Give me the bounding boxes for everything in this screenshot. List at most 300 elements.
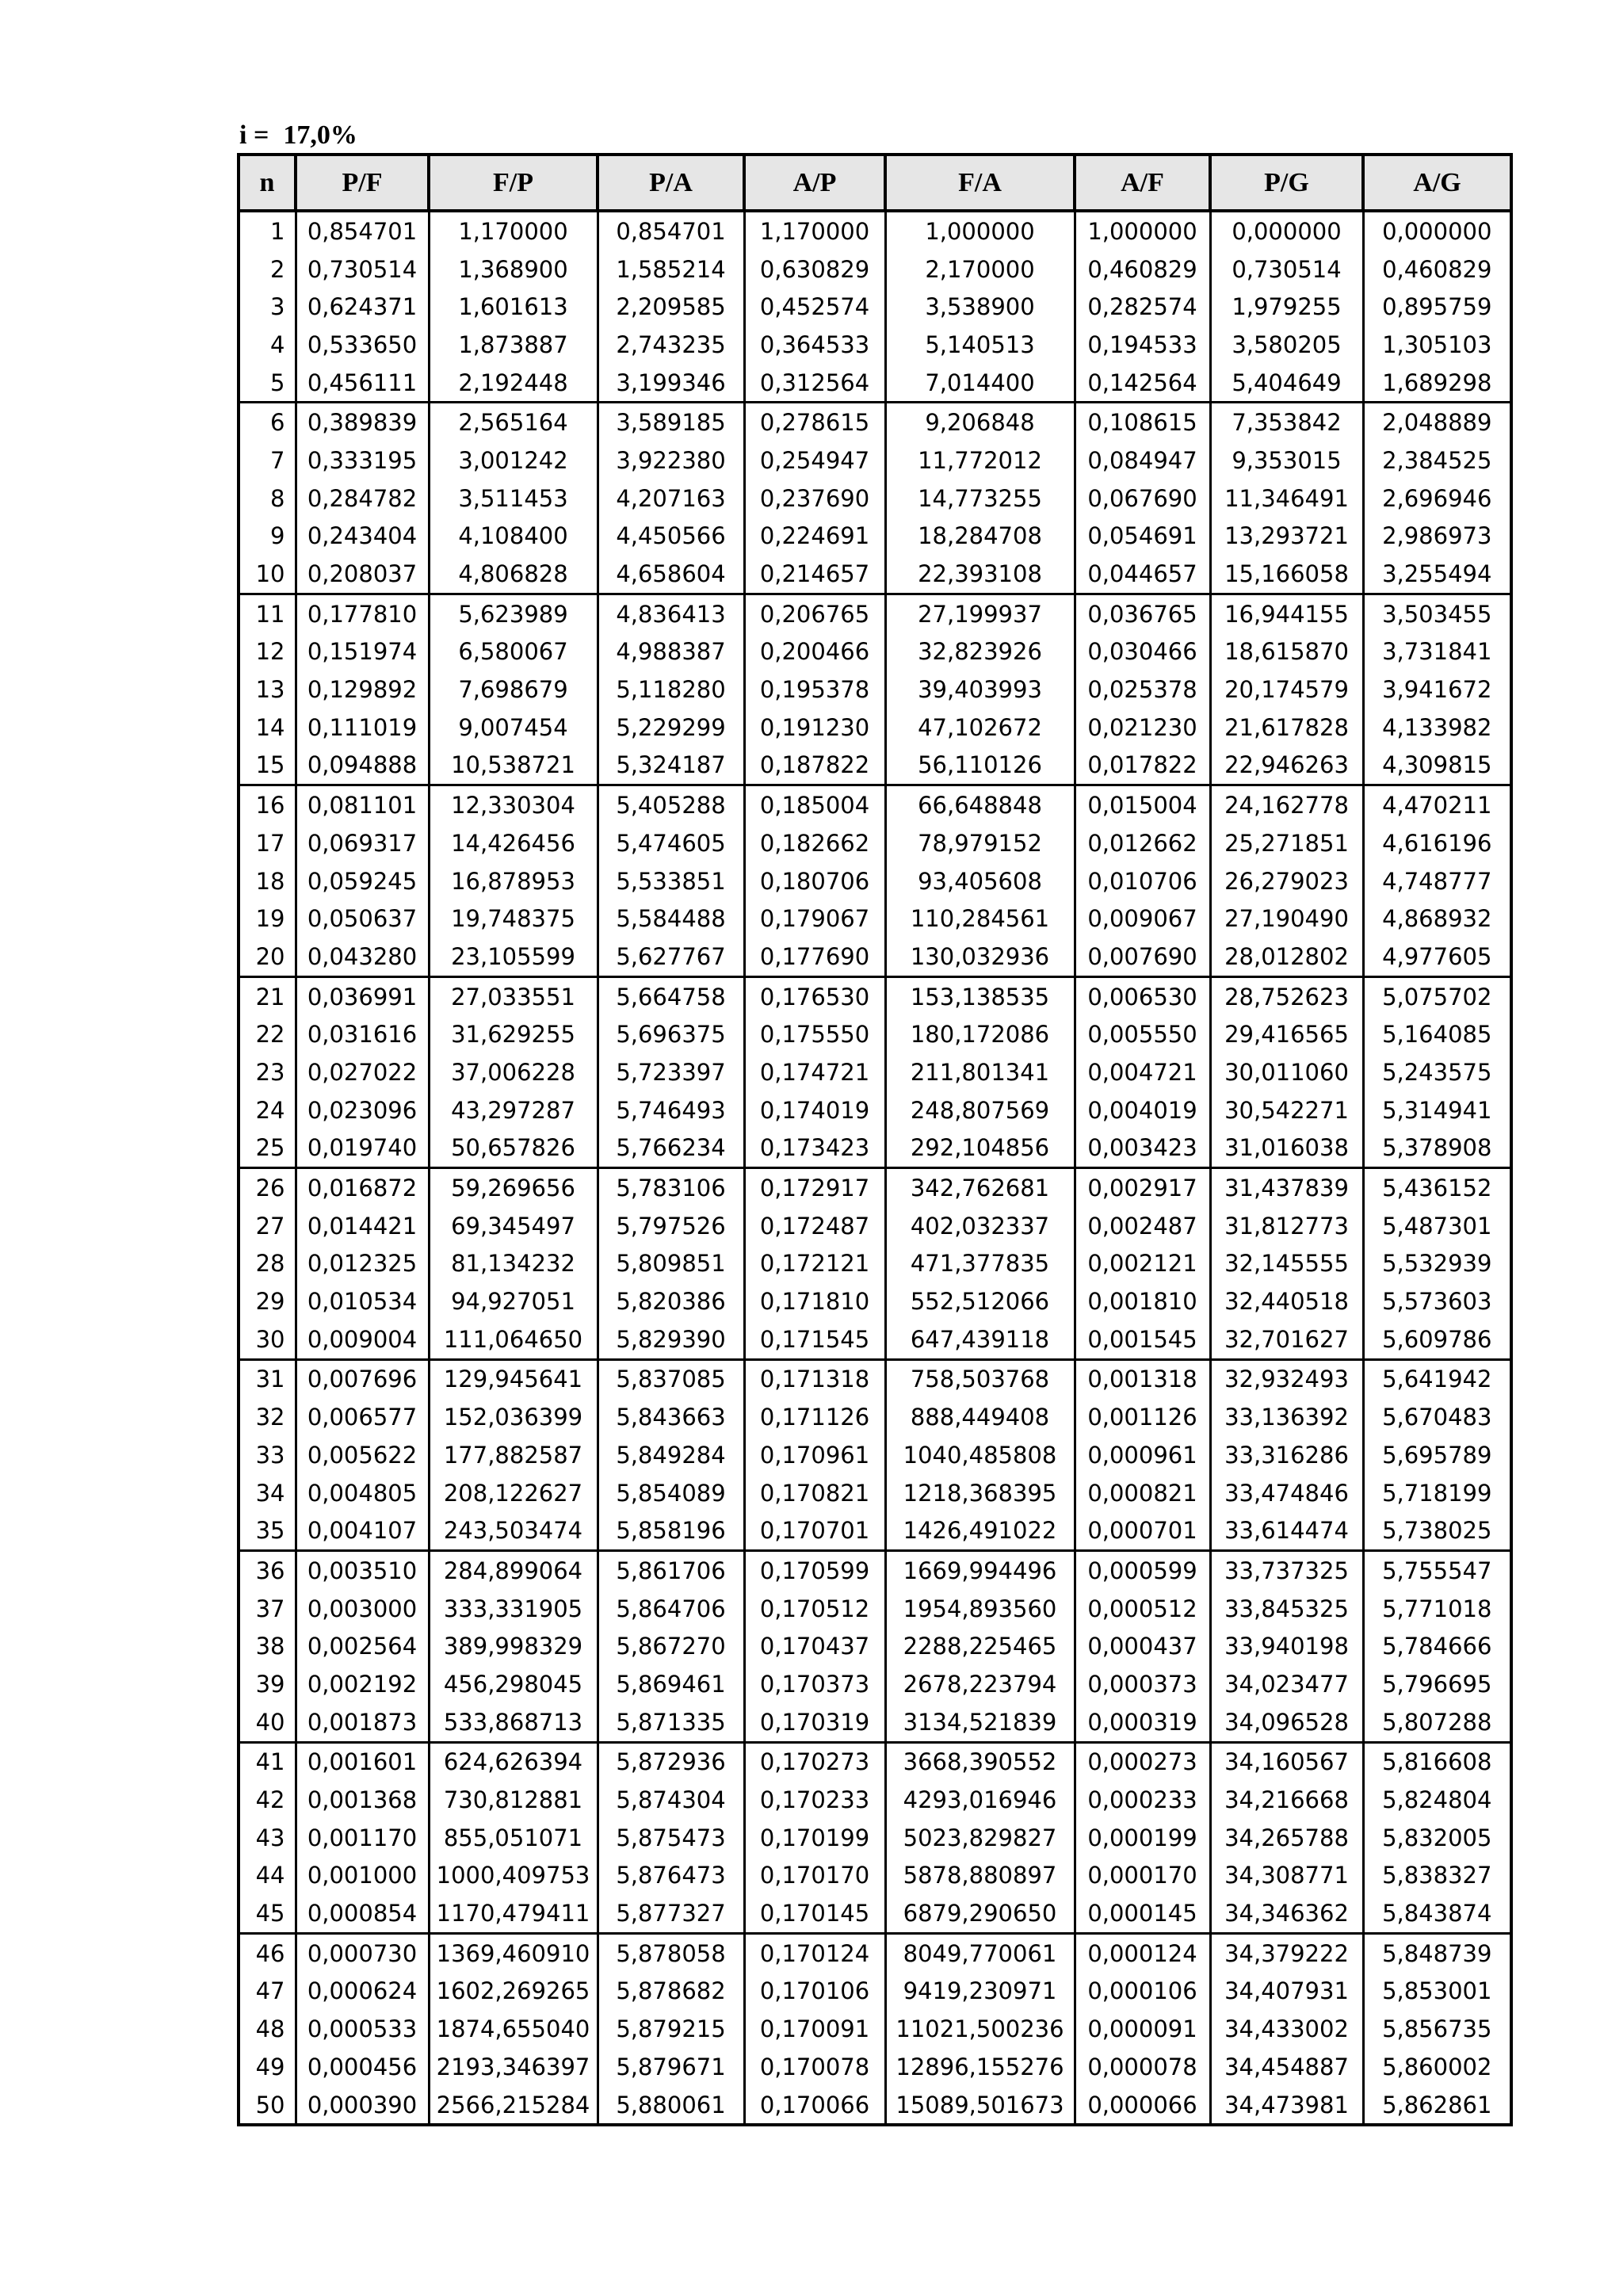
cell-pg: 32,440518: [1210, 1282, 1363, 1320]
cell-fp: 1170,479411: [429, 1894, 598, 1933]
cell-ag: 4,977605: [1363, 938, 1511, 976]
cell-pa: 4,836413: [598, 594, 744, 632]
table-row: [239, 1894, 1511, 1933]
cell-fa: 9,206848: [885, 403, 1075, 441]
cell-ag: 5,164085: [1363, 1015, 1511, 1053]
cell-fp: 730,812881: [429, 1781, 598, 1819]
cell-n: 21: [239, 976, 296, 1015]
cell-pf: 0,333195: [296, 441, 429, 479]
cell-pg: 34,216668: [1210, 1781, 1363, 1819]
cell-af: 0,000319: [1075, 1703, 1210, 1742]
interest-rate-label: [239, 120, 357, 151]
cell-ap: 0,237690: [744, 479, 885, 518]
cell-n: 45: [239, 1894, 296, 1933]
cell-ap: 0,170821: [744, 1474, 885, 1512]
cell-fp: 19,748375: [429, 900, 598, 938]
table-row: [239, 1781, 1511, 1819]
cell-fa: 3,538900: [885, 288, 1075, 326]
cell-pg: 24,162778: [1210, 785, 1363, 824]
cell-ap: 0,187822: [744, 747, 885, 785]
cell-af: 0,460829: [1075, 250, 1210, 288]
header-ag: A/G: [1363, 155, 1511, 211]
table-row: [239, 1973, 1511, 2011]
cell-n: 43: [239, 1819, 296, 1857]
header-pg: P/G: [1210, 155, 1363, 211]
cell-pf: 0,208037: [296, 555, 429, 594]
header-ap: A/P: [744, 155, 885, 211]
cell-fa: 342,762681: [885, 1168, 1075, 1207]
cell-fa: 2,170000: [885, 250, 1075, 288]
cell-ag: 0,895759: [1363, 288, 1511, 326]
cell-ap: 0,214657: [744, 555, 885, 594]
cell-pg: 32,932493: [1210, 1359, 1363, 1398]
cell-pf: 0,019740: [296, 1129, 429, 1168]
cell-pf: 0,456111: [296, 364, 429, 403]
cell-fa: 248,807569: [885, 1091, 1075, 1129]
cell-ap: 0,170701: [744, 1511, 885, 1550]
cell-pg: 32,145555: [1210, 1245, 1363, 1283]
cell-pa: 5,696375: [598, 1015, 744, 1053]
cell-ag: 5,807288: [1363, 1703, 1511, 1742]
cell-pf: 0,007696: [296, 1359, 429, 1398]
cell-fp: 43,297287: [429, 1091, 598, 1129]
cell-pf: 0,004107: [296, 1511, 429, 1550]
cell-af: 0,001318: [1075, 1359, 1210, 1398]
cell-pa: 5,867270: [598, 1627, 744, 1665]
cell-pa: 3,199346: [598, 364, 744, 403]
cell-n: 42: [239, 1781, 296, 1819]
cell-fa: 153,138535: [885, 976, 1075, 1015]
cell-ag: 5,755547: [1363, 1551, 1511, 1590]
cell-pg: 34,379222: [1210, 1933, 1363, 1972]
cell-n: 13: [239, 670, 296, 709]
cell-pa: 5,874304: [598, 1781, 744, 1819]
cell-pf: 0,001000: [296, 1857, 429, 1895]
cell-pf: 0,023096: [296, 1091, 429, 1129]
cell-fp: 2193,346397: [429, 2048, 598, 2086]
cell-fp: 16,878953: [429, 862, 598, 900]
interest-rate-prefix: i =: [239, 120, 269, 150]
cell-pg: 18,615870: [1210, 633, 1363, 671]
table-row: [239, 1511, 1511, 1550]
cell-fa: 3668,390552: [885, 1742, 1075, 1781]
cell-ag: 4,133982: [1363, 709, 1511, 747]
cell-ag: 5,848739: [1363, 1933, 1511, 1972]
cell-n: 18: [239, 862, 296, 900]
cell-ap: 0,170961: [744, 1436, 885, 1474]
cell-fp: 81,134232: [429, 1245, 598, 1283]
cell-ap: 0,179067: [744, 900, 885, 938]
cell-fa: 552,512066: [885, 1282, 1075, 1320]
cell-fa: 1669,994496: [885, 1551, 1075, 1590]
cell-pa: 5,118280: [598, 670, 744, 709]
cell-pa: 5,878682: [598, 1973, 744, 2011]
cell-fa: 758,503768: [885, 1359, 1075, 1398]
cell-af: 0,000701: [1075, 1511, 1210, 1550]
cell-af: 0,067690: [1075, 479, 1210, 518]
cell-pa: 5,627767: [598, 938, 744, 976]
cell-af: 0,003423: [1075, 1129, 1210, 1168]
table-row: [239, 479, 1511, 518]
cell-pf: 0,010534: [296, 1282, 429, 1320]
cell-pg: 34,023477: [1210, 1665, 1363, 1703]
cell-n: 40: [239, 1703, 296, 1742]
table-row: [239, 1129, 1511, 1168]
cell-ap: 0,224691: [744, 518, 885, 556]
cell-fa: 15089,501673: [885, 2086, 1075, 2126]
cell-fp: 59,269656: [429, 1168, 598, 1207]
cell-fa: 292,104856: [885, 1129, 1075, 1168]
cell-fa: 5,140513: [885, 326, 1075, 364]
cell-n: 10: [239, 555, 296, 594]
cell-fp: 152,036399: [429, 1398, 598, 1436]
cell-fp: 2,565164: [429, 403, 598, 441]
cell-ap: 0,170373: [744, 1665, 885, 1703]
cell-pg: 34,473981: [1210, 2086, 1363, 2126]
cell-pg: 26,279023: [1210, 862, 1363, 900]
cell-ag: 5,832005: [1363, 1819, 1511, 1857]
cell-pf: 0,000854: [296, 1894, 429, 1933]
table-body: [239, 211, 1511, 2125]
cell-af: 0,001810: [1075, 1282, 1210, 1320]
cell-fp: 1,873887: [429, 326, 598, 364]
cell-pa: 0,854701: [598, 211, 744, 250]
cell-pf: 0,005622: [296, 1436, 429, 1474]
cell-af: 0,000066: [1075, 2086, 1210, 2126]
cell-fa: 9419,230971: [885, 1973, 1075, 2011]
cell-n: 27: [239, 1207, 296, 1245]
cell-ap: 0,175550: [744, 1015, 885, 1053]
table-row: [239, 1933, 1511, 1972]
cell-ap: 0,171318: [744, 1359, 885, 1398]
cell-pf: 0,001368: [296, 1781, 429, 1819]
interest-rate-value: 17,0%: [283, 120, 357, 150]
cell-ag: 5,862861: [1363, 2086, 1511, 2126]
cell-fp: 2566,215284: [429, 2086, 598, 2126]
table-row: [239, 1665, 1511, 1703]
cell-fp: 333,331905: [429, 1590, 598, 1628]
cell-ag: 5,856735: [1363, 2010, 1511, 2048]
cell-pf: 0,284782: [296, 479, 429, 518]
cell-af: 0,002917: [1075, 1168, 1210, 1207]
cell-ag: 3,255494: [1363, 555, 1511, 594]
cell-pg: 21,617828: [1210, 709, 1363, 747]
cell-pg: 34,407931: [1210, 1973, 1363, 2011]
cell-pf: 0,243404: [296, 518, 429, 556]
cell-n: 49: [239, 2048, 296, 2086]
cell-pf: 0,177810: [296, 594, 429, 632]
cell-fp: 3,511453: [429, 479, 598, 518]
cell-ag: 0,000000: [1363, 211, 1511, 250]
cell-af: 0,006530: [1075, 976, 1210, 1015]
table-row: [239, 1436, 1511, 1474]
cell-ap: 0,191230: [744, 709, 885, 747]
cell-n: 19: [239, 900, 296, 938]
cell-pf: 0,001873: [296, 1703, 429, 1742]
cell-ag: 5,314941: [1363, 1091, 1511, 1129]
cell-pf: 0,151974: [296, 633, 429, 671]
cell-pf: 0,000730: [296, 1933, 429, 1972]
cell-n: 46: [239, 1933, 296, 1972]
cell-ap: 0,170273: [744, 1742, 885, 1781]
cell-pa: 5,229299: [598, 709, 744, 747]
cell-ag: 5,670483: [1363, 1398, 1511, 1436]
cell-ap: 0,630829: [744, 250, 885, 288]
cell-pa: 4,207163: [598, 479, 744, 518]
cell-fa: 8049,770061: [885, 1933, 1075, 1972]
cell-ag: 1,689298: [1363, 364, 1511, 403]
cell-af: 0,015004: [1075, 785, 1210, 824]
cell-n: 5: [239, 364, 296, 403]
cell-ag: 5,532939: [1363, 1245, 1511, 1283]
table-row: [239, 1474, 1511, 1512]
table-row: [239, 211, 1511, 250]
header-fa: F/A: [885, 155, 1075, 211]
cell-fp: 37,006228: [429, 1053, 598, 1091]
cell-pf: 0,050637: [296, 900, 429, 938]
table-row: [239, 1551, 1511, 1590]
cell-fp: 1,170000: [429, 211, 598, 250]
cell-fp: 3,001242: [429, 441, 598, 479]
cell-pa: 4,988387: [598, 633, 744, 671]
table-row: [239, 976, 1511, 1015]
cell-fp: 69,345497: [429, 1207, 598, 1245]
cell-fp: 1602,269265: [429, 1973, 598, 2011]
cell-ag: 3,731841: [1363, 633, 1511, 671]
table-row: [239, 1627, 1511, 1665]
cell-fa: 22,393108: [885, 555, 1075, 594]
cell-fp: 533,868713: [429, 1703, 598, 1742]
cell-fp: 4,108400: [429, 518, 598, 556]
cell-ag: 4,616196: [1363, 824, 1511, 862]
cell-ap: 0,174019: [744, 1091, 885, 1129]
cell-fp: 10,538721: [429, 747, 598, 785]
table-row: [239, 2086, 1511, 2126]
cell-pa: 5,664758: [598, 976, 744, 1015]
cell-pg: 32,701627: [1210, 1320, 1363, 1359]
cell-ap: 1,170000: [744, 211, 885, 250]
cell-ap: 0,171545: [744, 1320, 885, 1359]
cell-pg: 31,016038: [1210, 1129, 1363, 1168]
cell-pg: 33,474846: [1210, 1474, 1363, 1512]
cell-ag: 5,860002: [1363, 2048, 1511, 2086]
cell-pg: 15,166058: [1210, 555, 1363, 594]
cell-n: 50: [239, 2086, 296, 2126]
cell-pg: 34,433002: [1210, 2010, 1363, 2048]
cell-pf: 0,000456: [296, 2048, 429, 2086]
cell-n: 8: [239, 479, 296, 518]
header-n: n: [239, 155, 296, 211]
cell-fp: 4,806828: [429, 555, 598, 594]
cell-fa: 6879,290650: [885, 1894, 1075, 1933]
cell-n: 20: [239, 938, 296, 976]
cell-pg: 5,404649: [1210, 364, 1363, 403]
cell-ag: 5,378908: [1363, 1129, 1511, 1168]
cell-pf: 0,014421: [296, 1207, 429, 1245]
cell-fp: 389,998329: [429, 1627, 598, 1665]
cell-fp: 129,945641: [429, 1359, 598, 1398]
cell-pg: 30,542271: [1210, 1091, 1363, 1129]
cell-ap: 0,172487: [744, 1207, 885, 1245]
cell-pg: 11,346491: [1210, 479, 1363, 518]
cell-af: 0,194533: [1075, 326, 1210, 364]
cell-n: 4: [239, 326, 296, 364]
cell-ap: 0,173423: [744, 1129, 885, 1168]
cell-pa: 5,877327: [598, 1894, 744, 1933]
cell-pg: 27,190490: [1210, 900, 1363, 938]
cell-pf: 0,002564: [296, 1627, 429, 1665]
cell-n: 1: [239, 211, 296, 250]
table-row: [239, 1857, 1511, 1895]
cell-pf: 0,069317: [296, 824, 429, 862]
cell-n: 6: [239, 403, 296, 441]
header-pf: P/F: [296, 155, 429, 211]
table-row: [239, 1091, 1511, 1129]
cell-ag: 5,436152: [1363, 1168, 1511, 1207]
cell-ag: 5,784666: [1363, 1627, 1511, 1665]
cell-pg: 31,437839: [1210, 1168, 1363, 1207]
interest-factor-table: [237, 153, 1513, 2126]
cell-fp: 456,298045: [429, 1665, 598, 1703]
table-row: [239, 1742, 1511, 1781]
cell-fa: 18,284708: [885, 518, 1075, 556]
cell-n: 44: [239, 1857, 296, 1895]
cell-pf: 0,624371: [296, 288, 429, 326]
cell-pa: 1,585214: [598, 250, 744, 288]
table-row: [239, 1245, 1511, 1283]
cell-pf: 0,003000: [296, 1590, 429, 1628]
cell-af: 0,000373: [1075, 1665, 1210, 1703]
cell-pa: 5,872936: [598, 1742, 744, 1781]
cell-pf: 0,001170: [296, 1819, 429, 1857]
table-row: [239, 594, 1511, 632]
cell-pa: 5,876473: [598, 1857, 744, 1895]
cell-fp: 1874,655040: [429, 2010, 598, 2048]
cell-n: 25: [239, 1129, 296, 1168]
cell-fp: 14,426456: [429, 824, 598, 862]
header-af: A/F: [1075, 155, 1210, 211]
cell-n: 32: [239, 1398, 296, 1436]
cell-pf: 0,000533: [296, 2010, 429, 2048]
cell-pa: 3,589185: [598, 403, 744, 441]
cell-n: 48: [239, 2010, 296, 2048]
cell-ag: 5,816608: [1363, 1742, 1511, 1781]
table-row: [239, 938, 1511, 976]
cell-pg: 34,346362: [1210, 1894, 1363, 1933]
cell-pg: 34,308771: [1210, 1857, 1363, 1895]
cell-ag: 3,503455: [1363, 594, 1511, 632]
cell-n: 38: [239, 1627, 296, 1665]
cell-ag: 5,843874: [1363, 1894, 1511, 1933]
cell-pf: 0,002192: [296, 1665, 429, 1703]
cell-ag: 5,718199: [1363, 1474, 1511, 1512]
cell-fa: 130,032936: [885, 938, 1075, 976]
cell-pf: 0,059245: [296, 862, 429, 900]
cell-pa: 5,783106: [598, 1168, 744, 1207]
cell-ap: 0,170066: [744, 2086, 885, 2126]
table-row: [239, 1282, 1511, 1320]
cell-pf: 0,000390: [296, 2086, 429, 2126]
cell-pf: 0,004805: [296, 1474, 429, 1512]
cell-pf: 0,854701: [296, 211, 429, 250]
cell-pg: 3,580205: [1210, 326, 1363, 364]
cell-pf: 0,533650: [296, 326, 429, 364]
cell-pa: 4,450566: [598, 518, 744, 556]
cell-pg: 28,012802: [1210, 938, 1363, 976]
cell-pa: 5,405288: [598, 785, 744, 824]
cell-pa: 5,849284: [598, 1436, 744, 1474]
cell-n: 34: [239, 1474, 296, 1512]
cell-ap: 0,452574: [744, 288, 885, 326]
cell-pa: 5,474605: [598, 824, 744, 862]
cell-pf: 0,094888: [296, 747, 429, 785]
cell-pf: 0,027022: [296, 1053, 429, 1091]
cell-fa: 66,648848: [885, 785, 1075, 824]
cell-fp: 208,122627: [429, 1474, 598, 1512]
cell-fa: 5878,880897: [885, 1857, 1075, 1895]
cell-pg: 33,737325: [1210, 1551, 1363, 1590]
cell-ag: 5,487301: [1363, 1207, 1511, 1245]
cell-pa: 5,879215: [598, 2010, 744, 2048]
cell-pf: 0,081101: [296, 785, 429, 824]
cell-ap: 0,364533: [744, 326, 885, 364]
table-row: [239, 555, 1511, 594]
cell-pg: 9,353015: [1210, 441, 1363, 479]
table-row: [239, 709, 1511, 747]
table-row: [239, 633, 1511, 671]
cell-ag: 5,573603: [1363, 1282, 1511, 1320]
cell-pg: 33,614474: [1210, 1511, 1363, 1550]
cell-fa: 2678,223794: [885, 1665, 1075, 1703]
cell-fa: 1218,368395: [885, 1474, 1075, 1512]
cell-fp: 1,601613: [429, 288, 598, 326]
cell-ap: 0,200466: [744, 633, 885, 671]
cell-fa: 1426,491022: [885, 1511, 1075, 1550]
cell-af: 0,025378: [1075, 670, 1210, 709]
cell-af: 0,004721: [1075, 1053, 1210, 1091]
cell-ap: 0,170233: [744, 1781, 885, 1819]
cell-af: 0,000599: [1075, 1551, 1210, 1590]
cell-pg: 34,160567: [1210, 1742, 1363, 1781]
cell-ap: 0,185004: [744, 785, 885, 824]
cell-pf: 0,000624: [296, 1973, 429, 2011]
cell-ag: 4,309815: [1363, 747, 1511, 785]
cell-fa: 7,014400: [885, 364, 1075, 403]
cell-fa: 4293,016946: [885, 1781, 1075, 1819]
cell-ap: 0,170437: [744, 1627, 885, 1665]
cell-pf: 0,003510: [296, 1551, 429, 1590]
cell-fa: 11,772012: [885, 441, 1075, 479]
cell-pa: 5,880061: [598, 2086, 744, 2126]
cell-fa: 12896,155276: [885, 2048, 1075, 2086]
cell-n: 17: [239, 824, 296, 862]
cell-pg: 1,979255: [1210, 288, 1363, 326]
cell-n: 11: [239, 594, 296, 632]
cell-af: 0,002121: [1075, 1245, 1210, 1283]
table-row: [239, 326, 1511, 364]
cell-fa: 78,979152: [885, 824, 1075, 862]
cell-af: 0,000512: [1075, 1590, 1210, 1628]
table-row: [239, 364, 1511, 403]
cell-af: 0,000124: [1075, 1933, 1210, 1972]
cell-fp: 31,629255: [429, 1015, 598, 1053]
cell-pg: 13,293721: [1210, 518, 1363, 556]
table-row: [239, 747, 1511, 785]
cell-pf: 0,730514: [296, 250, 429, 288]
cell-fa: 2288,225465: [885, 1627, 1075, 1665]
table-row: [239, 824, 1511, 862]
cell-ag: 5,771018: [1363, 1590, 1511, 1628]
